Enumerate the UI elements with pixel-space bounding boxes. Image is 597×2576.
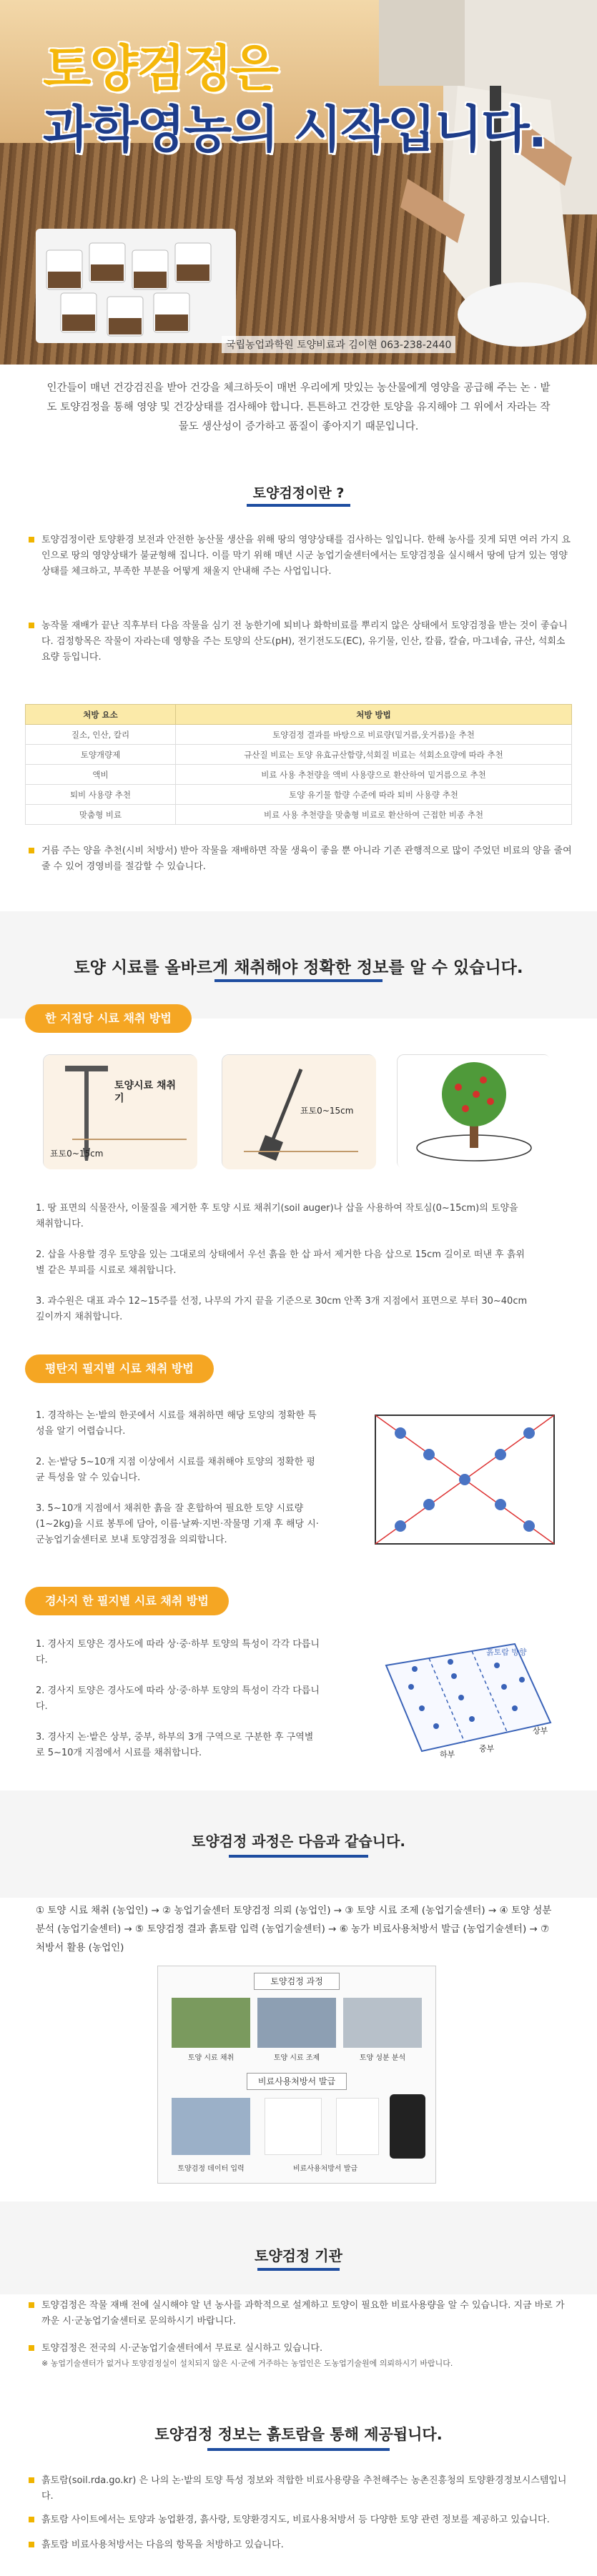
agency-bullet-1: 토양검정은 작물 재배 전에 실시해야 알 년 농사를 과학적으로 설계하고 토양이 필요한 비료사용량을 알 수 있습니다. 지금 바로 가까운 시·군농업기술센터로 문의하시기 바랍니다. [29, 2298, 572, 2329]
panel-label: 토양검정 데이터 입력 [177, 2165, 245, 2173]
table-row: 맞춤형 비료 비료 사용 추천량을 맞춤형 비료로 환산하여 근접한 비종 추천 [26, 805, 572, 825]
panel-label: 비료사용처방서 발급 [292, 2165, 358, 2173]
step-2-3: 3. 5~10개 지점에서 채취한 흙을 잘 혼합하여 필요한 토양 시료량(1~2kg)을 시료 봉투에 담아, 이름·날짜·지번·작물명 기재 후 해당 시·군농업기술센터로 보내 토양검정을 의뢰합니다. [36, 1503, 319, 1545]
photo-prep [257, 1998, 336, 2048]
panel-title: 토양검정 과정 [254, 1973, 340, 1990]
pill-single-point: 한 지점당 시료 채취 방법 [25, 1004, 192, 1033]
step-3-2: 2. 경사지 토양은 경사도에 따라 상·중·하부 토양의 특성이 각각 다릅니다. [36, 1685, 320, 1712]
panel-label: 토양 시료 채취 [187, 2054, 235, 2062]
title-underline [229, 1855, 368, 1858]
step-2-1: 1. 경작하는 논·밭의 한곳에서 시료를 채취하면 해당 토양의 정확한 특성을 알기 어렵습니다. [36, 1410, 317, 1437]
table-row: 액비 비료 사용 추천량을 액비 사용량으로 환산하여 밑거름으로 추천 [26, 765, 572, 785]
step-1-3: 3. 과수원은 대표 과수 12~15주를 선정, 나무의 가지 끝을 기준으로 30cm 안쪽 3개 지점에서 표면으로 부터 30~40cm 깊이까지 채취합니다. [36, 1296, 528, 1322]
photo-prescription [265, 2098, 322, 2155]
slope-field-diagram [372, 1637, 558, 1758]
title-underline [214, 979, 383, 982]
soil-jars-image [36, 229, 236, 343]
step-2-2: 2. 논·밭당 5~10개 지점 이상에서 시료를 채취해야 토양의 정확한 평균 특성을 알 수 있습니다. [36, 1457, 315, 1483]
info-title: 토양검정 정보는 흙토람을 통해 제공됩니다. [154, 2426, 443, 2443]
step-3-1: 1. 경사지 토양은 경사도에 따라 상·중·하부 토양의 특성이 각각 다릅니다. [36, 1639, 320, 1665]
what-bullet-1: 토양검정이란 토양환경 보전과 안전한 농산물 생산을 위해 땅의 영양상태를 검사하는 일입니다. 한해 농사를 짓게 되면 여러 가지 요인으로 땅의 영양상태가 불균형해 집니다. 이를 막기 위해 매년 시군 농업기술센터에서는 토양검정을 실시해서 땅에 담겨 있는 영양 상태를 체크하고, 부족한 부분을 어떻게 채울지 안내해 주는 사업입니다. [29, 532, 572, 580]
table-header: 처방 요소 [26, 705, 176, 725]
farmer-photo [336, 0, 597, 365]
step-3-3: 3. 경사지 논·밭은 상부, 중부, 하부의 3개 구역으로 구분한 후 구역별로 5~10개 지점에서 시료를 채취합니다. [36, 1732, 314, 1758]
photo-sampling [172, 1998, 250, 2048]
panel-title: 비료사용처방서 발급 [247, 2073, 347, 2090]
photo-analysis [343, 1998, 422, 2048]
what-bullet-2: 농작물 재배가 끝난 직후부터 다음 작물을 심기 전 농한기에 퇴비나 화학비료를 뿌리지 않은 상태에서 토양검정을 받는 것이 좋습니다. 검정항목은 작물이 자라는데 영향을 주는 토양의 산도(pH), 전기전도도(EC), 유기물, 인산, 칼륨, 칼슘, 마그네슘, 규산, 석회소요량 등입니다. [29, 618, 572, 665]
title-underline [257, 2268, 340, 2271]
phone-image [390, 2094, 425, 2159]
slope-label: 상부 [533, 1726, 548, 1735]
what-bullet-3: 거름 주는 양을 추천(시비 처방서) 받아 작물을 재배하면 작물 생육이 좋을 뿐 아니라 기존 관행적으로 많이 주었던 비료의 양을 줄여 줄 수 있어 경영비를 절감할 수 있습니다. [29, 843, 572, 875]
info-bullet-1: 흙토람(soil.rda.go.kr) 은 나의 논·밭의 토양 특성 정보와 적합한 비료사용량을 추천해주는 농촌진흥청의 토양환경정보시스템입니다. [29, 2473, 572, 2505]
photo-credit: 국립농업과학원 토양비료과 김이현 063-238-2440 [222, 336, 455, 353]
flat-field-diagram [372, 1412, 558, 1547]
process-title: 토양검정 과정은 다음과 같습니다. [192, 1833, 405, 1850]
depth-label-2: 표토0~15cm [300, 1106, 354, 1116]
photo-data-entry [172, 2098, 250, 2155]
table-header: 처방 방법 [176, 705, 572, 725]
hero-title-line1: 토양검정은 [43, 39, 278, 98]
auger-label: 토양시료 채취기 [114, 1080, 177, 1104]
info-bullet-2: 흙토람 사이트에서는 토양과 농업환경, 흙사랑, 토양환경지도, 비료사용처방서 등 다양한 토양 관련 정보를 제공하고 있습니다. [29, 2512, 572, 2528]
pill-flat-field: 평탄지 필지별 시료 채취 방법 [25, 1354, 214, 1383]
prescription-table [25, 704, 572, 825]
agency-title: 토양검정 기관 [255, 2247, 342, 2264]
slope-label: 중부 [479, 1744, 495, 1753]
panel-label: 토양 성분 분석 [359, 2054, 406, 2062]
agency-bullet-2: 토양검정은 전국의 시·군농업기술센터에서 무료로 실시하고 있습니다. [29, 2341, 572, 2357]
table-row: 토양개량제 규산질 비료는 토양 유효규산함량,석회질 비료는 석회소요량에 따라 추천 [26, 745, 572, 765]
table-row: 질소, 인산, 칼리 토양검정 결과를 바탕으로 비료량(밑거름,웃거름)을 추천 [26, 725, 572, 745]
process-steps: ① 토양 시료 채취 (농업인) → ② 농업기술센터 토양검정 의뢰 (농업인) → ③ 토양 시료 조제 (농업기술센터) → ④ 토양 성분 분석 (농업기술센터) → ⑤ 토양검정 결과 흙토람 입력 (농업기술센터) → ⑥ 농가 비료사용처방서 발급 (농업기술센터) → ⑦ 처방서 활용 (농업인) [36, 1905, 552, 1953]
step-1-2: 2. 삽을 사용할 경우 토양을 있는 그대로의 상태에서 우선 흙을 한 삽 파서 제거한 다음 삽으로 15cm 길이로 떠낸 후 흙위별 같은 부피를 시료로 채취합니다. [36, 1249, 525, 1276]
title-underline [247, 504, 350, 507]
agency-note: ※ 농업기술센터가 없거나 토양검정실이 설치되지 않은 시·군에 거주하는 농업인은 도농업기술원에 의뢰하시기 바랍니다. [41, 2359, 453, 2368]
slope-label: 하부 [440, 1750, 455, 1758]
intro-text: 인간들이 매년 건강검진을 받아 건강을 체크하듯이 매번 우리에게 맛있는 농산물에게 영양을 공급해 주는 논 · 밭도 토양검정을 통해 영양 및 건강상태를 검사해야 합니다. 튼튼하고 건강한 토양을 유지해야 그 위에서 자라는 작물도 생산성이 증가하고 품질이 좋아지기 때문입니다. [46, 382, 551, 432]
hero-title-line2: 과학영농의 시작입니다. [43, 100, 546, 159]
table-row: 퇴비 사용량 추천 토양 유기물 함량 수준에 따라 퇴비 사용량 추천 [26, 785, 572, 805]
section-title-what: 토양검정이란 ? [252, 485, 345, 501]
panel-label: 토양 시료 조제 [273, 2054, 320, 2062]
sampling-title: 토양 시료를 올바르게 채취해야 정확한 정보를 알 수 있습니다. [74, 958, 523, 977]
slope-label: 흙토람 방향 [486, 1648, 527, 1657]
title-underline [207, 2448, 390, 2451]
orchard-tree-image [397, 1054, 551, 1169]
depth-label-1: 표토0~15cm [50, 1149, 104, 1159]
pill-slope-field: 경사지 한 필지별 시료 채취 방법 [25, 1587, 229, 1615]
info-bullet-3: 흙토람 비료사용처방서는 다음의 항목을 처방하고 있습니다. [29, 2537, 572, 2553]
step-1-1: 1. 땅 표면의 식물잔사, 이물질을 제거한 후 토양 시료 채취기(soil auger)나 삽을 사용하여 작토심(0~15cm)의 토양을 채취합니다. [36, 1203, 518, 1229]
photo-prescription-2 [336, 2098, 379, 2155]
